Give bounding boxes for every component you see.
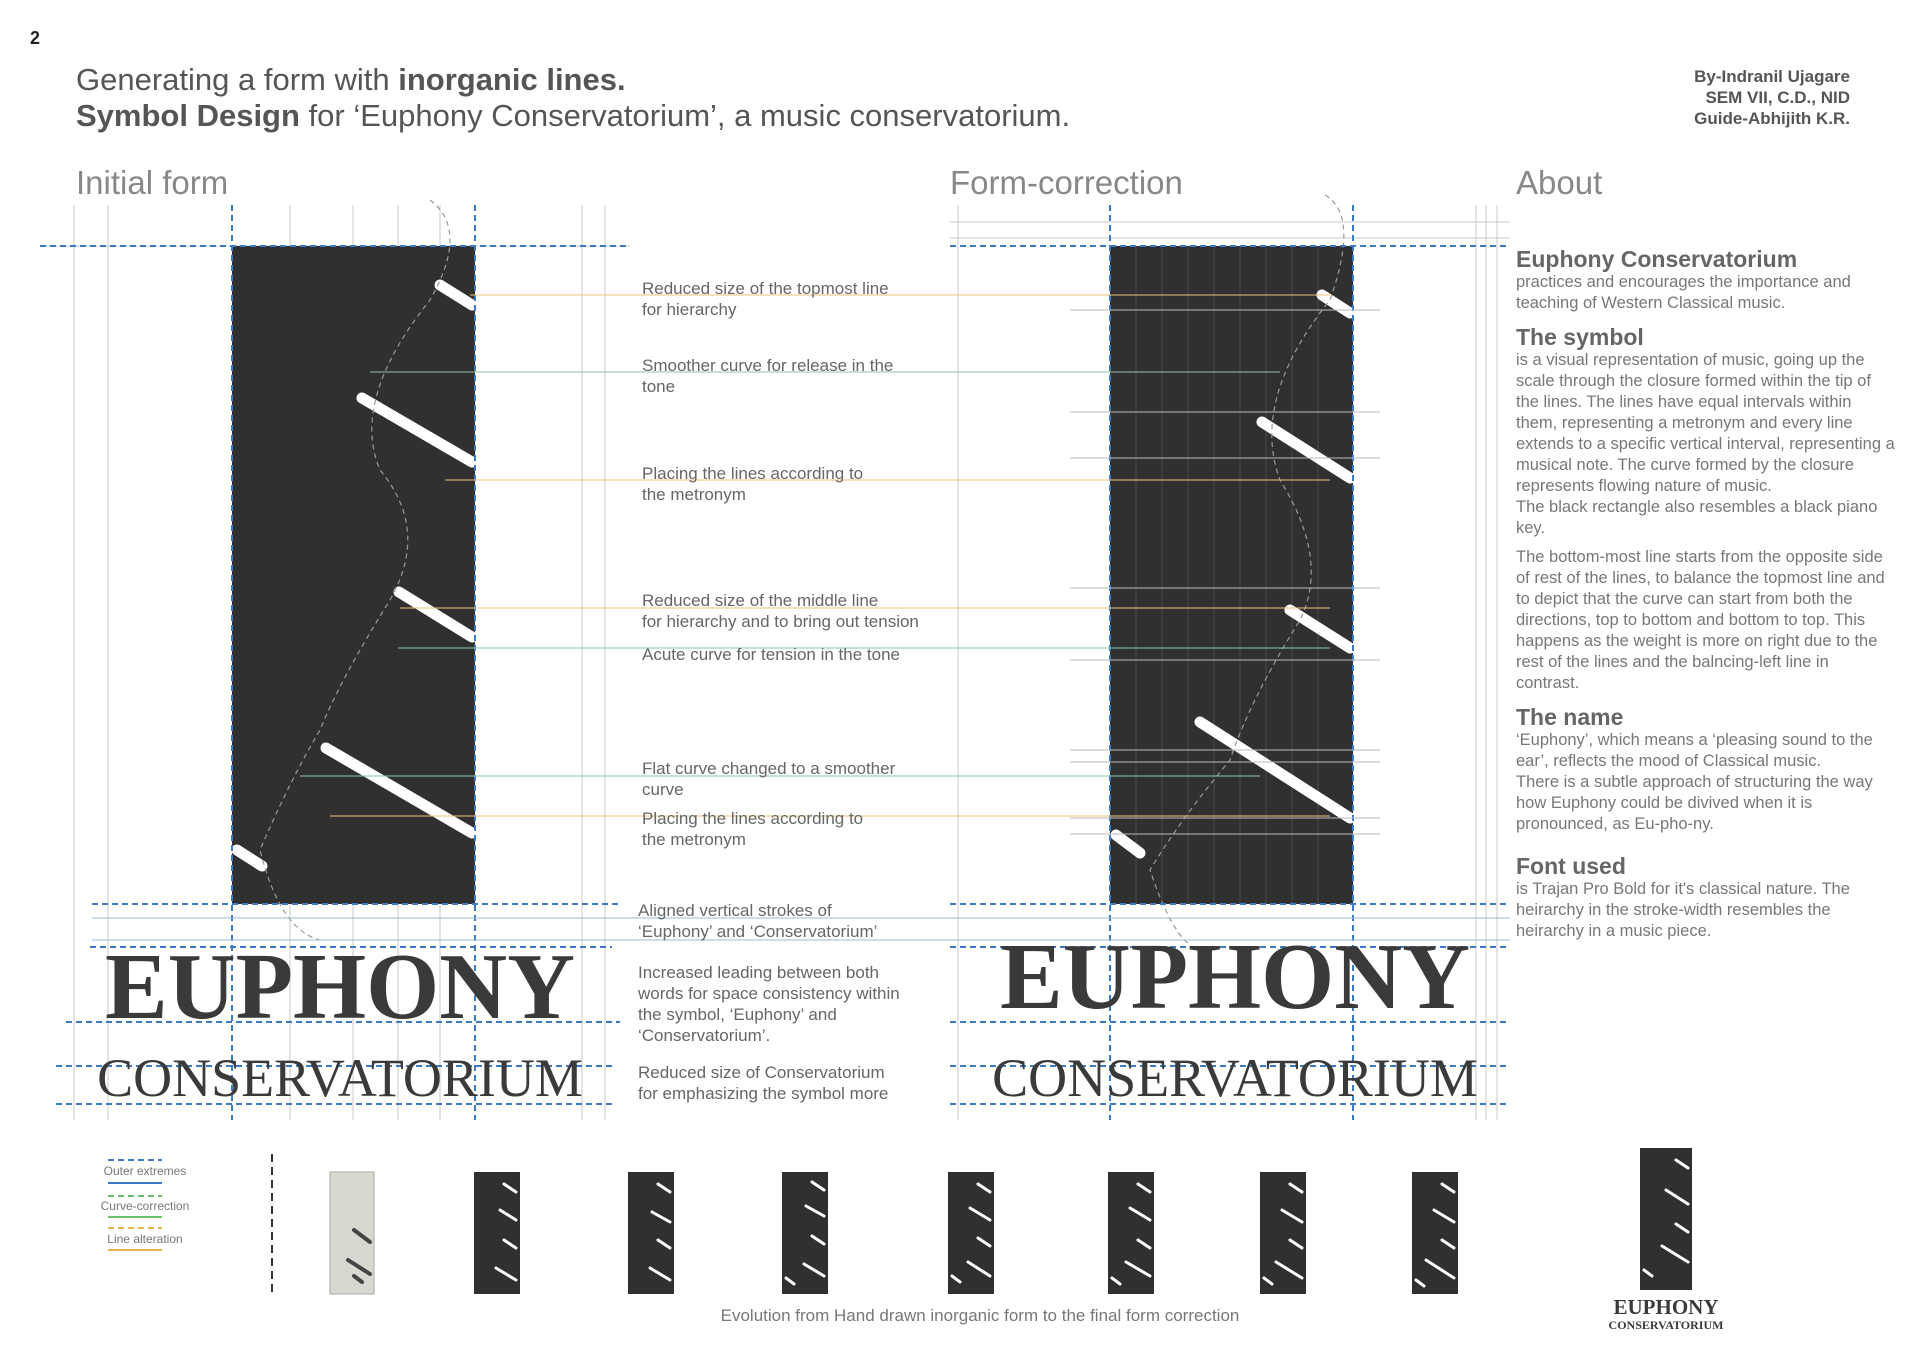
about-heading-symbol: The symbol [1516,324,1644,350]
annotation-topmost-line: Reduced size of the topmost line for hierarchy [642,279,889,319]
initial-wordmark-euphony: EUPHONY [105,935,575,1039]
legend-curve-correction: Curve-correction [100,1199,190,1213]
title-line1-a: Generating a form with [76,62,399,97]
about-panel [1516,246,1896,952]
byline-guide: Guide-Abhijith K.R. [1694,109,1850,128]
about-text-symbol: is a visual representation of music, going up the scale through the closure formed within the tip of the lines. The lines have equal intervals within them, representing a metronym and every line extends to a specific vertical interval, representing a musical note. The curve formed by the closure represents flowing nature of music. [1516,351,1895,495]
about-text-pronunciation: There is a subtle approach of structuring the way how Euphony could be divived when it is pronounced, as Eu-pho-ny. [1516,773,1873,833]
correction-wordmark-euphony: EUPHONY [1000,925,1470,1029]
page-number: 2 [30,28,41,48]
final-logo-key [1640,1148,1692,1290]
legend-outer-extremes: Outer extremes [103,1164,187,1178]
annotation-smoother-curve: Smoother curve for release in the tone [642,356,894,396]
evolution-thumbnails [330,1172,1458,1294]
annotation-middle-line: Reduced size of the middle line for hierarchy and to bring out tension [642,591,919,631]
about-heading-font: Font used [1516,853,1626,879]
initial-wordmark-conservatorium: CONSERVATORIUM [97,1048,583,1108]
annotation-reduced-size: Reduced size of Conservatorium for emphasizing the symbol more [638,1063,889,1103]
heading-about: About [1516,164,1603,201]
final-logo-euphony: EUPHONY [1613,1295,1719,1319]
final-logo-conservatorium: CONSERVATORIUM [1608,1318,1724,1332]
heading-initial-form: Initial form [76,164,229,201]
about-text-name: ‘Euphony’, which means a ‘pleasing sound to the ear’, reflects the mood of Classical music. [1516,731,1873,770]
about-text-conservatorium: practices and encourages the importance and teaching of Western Classical music. [1516,273,1851,312]
legend-line-alteration: Line alteration [107,1232,183,1246]
about-heading-name: The name [1516,704,1624,730]
about-text-font: is Trajan Pro Bold for it's classical nature. The heirarchy in the stroke-width resembles the heirarchy in a music piece. [1516,880,1850,940]
title-line2-b: for ‘Euphony Conservatorium’, a music conservatorium. [299,98,1071,133]
initial-key [232,246,475,904]
annotation-flat-curve: Flat curve changed to a smoother curve [642,759,896,799]
about-heading-conservatorium: Euphony Conservatorium [1516,246,1798,272]
annotation-metronym-2: Placing the lines according to the metronym [642,809,864,849]
byline-author: By-Indranil Ujagare [1694,67,1850,86]
correction-wordmark-conservatorium: CONSERVATORIUM [992,1048,1478,1108]
correction-key [1110,246,1353,904]
about-text-piano-key: The black rectangle also resembles a black piano key. [1516,498,1878,537]
annotation-acute-curve: Acute curve for tension in the tone [642,645,900,664]
annotation-aligned-strokes: Aligned vertical strokes of ‘Euphony’ and ‘Conservatorium’ [638,901,878,941]
title-line2-a: Symbol Design [76,98,300,133]
evolution-caption: Evolution from Hand drawn inorganic form to the final form correction [720,1306,1240,1325]
byline-semester: SEM VII, C.D., NID [1705,88,1850,107]
thumb-hand-drawn [330,1172,374,1294]
title-line1-b: inorganic lines. [398,62,626,97]
annotation-leading: Increased leading between both words for space consistency within the symbol, ‘Euphony’ and ‘Conservatorium’. [638,963,900,1045]
annotation-metronym-1: Placing the lines according to the metronym [642,464,864,504]
heading-form-correction: Form-correction [950,164,1183,201]
about-text-bottom-line: The bottom-most line starts from the opposite side of rest of the lines, to balance the topmost line and to depict that the curve can start from both the directions, top to bottom and bottom to top. This happens as the weight is more on right due to the rest of the lines and the balncing-left line in contrast. [1516,548,1885,692]
